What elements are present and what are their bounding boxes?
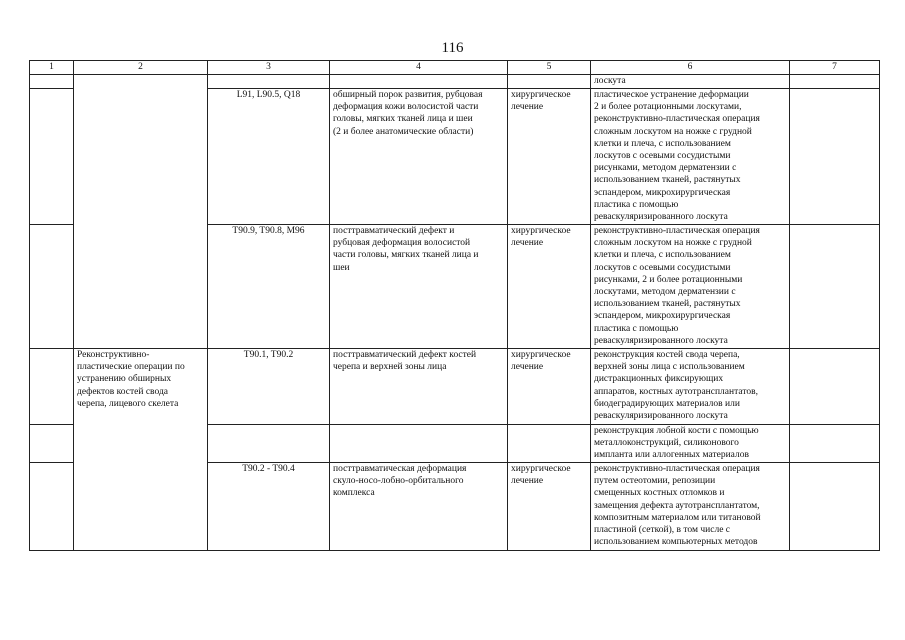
- cell-col4: обширный порок развития, рубцовая деформация кожи волосистой части головы, мягких тканей лица и шеи (2 и более анатомические области): [330, 89, 508, 225]
- cell-col6: реконструкция костей свода черепа, верхней зоны лица с использованием дистракционных фиксирующих аппаратов, костных аутотрансплантатов, биодеградирующих материалов или реваскуляризированного лоскута: [591, 349, 790, 425]
- cell-col5: хирургическое лечение: [508, 463, 591, 551]
- cell-col4: [330, 425, 508, 463]
- cell-col4: посттравматический дефект костей черепа и верхней зоны лица: [330, 349, 508, 425]
- header-col-7: 7: [790, 61, 880, 75]
- cell-col7: [790, 75, 880, 89]
- cell-col4: посттравматический дефект и рубцовая деформация волосистой части головы, мягких тканей лица и шеи: [330, 225, 508, 349]
- header-col-2: 2: [74, 61, 208, 75]
- cell-col6: пластическое устранение деформации 2 и более ротационными лоскутами, реконструктивно-пластическая операция сложным лоскутом на ножке с грудной клетки и плеча, с использованием лоскутов с осевыми сосудистыми рисунками, методом дерматензии с использованием тканей, растянутых эспандером, микрохирургическая пластика с помощью реваскуляризированного лоскута: [591, 89, 790, 225]
- cell-col5: хирургическое лечение: [508, 89, 591, 225]
- header-row: [30, 61, 880, 75]
- cell-col5: [508, 425, 591, 463]
- cell-col7: [790, 225, 880, 349]
- cell-col3: T90.1, T90.2: [208, 349, 330, 425]
- table-row: [30, 75, 880, 89]
- cell-col4: посттравматическая деформация скуло-носо-лобно-орбитального комплекса: [330, 463, 508, 551]
- cell-col1: [30, 75, 74, 89]
- cell-col3: T90.2 - T90.4: [208, 463, 330, 551]
- cell-col6: реконструктивно-пластическая операция сложным лоскутом на ножке с грудной клетки и плеча, с использованием лоскутов с осевыми сосудистыми рисунками, 2 и более ротационными лоскутами, методом дерматензии с использованием тканей, растянутых эспандером, микрохирургическая пластика с помощью реваскуляризированного лоскута: [591, 225, 790, 349]
- cell-col3: T90.9, T90.8, M96: [208, 225, 330, 349]
- cell-col1: [30, 463, 74, 551]
- cell-col7: [790, 425, 880, 463]
- cell-col3: [208, 75, 330, 89]
- header-col-4: 4: [330, 61, 508, 75]
- cell-col4: [330, 75, 508, 89]
- cell-col5: хирургическое лечение: [508, 225, 591, 349]
- cell-col7: [790, 463, 880, 551]
- header-col-5: 5: [508, 61, 591, 75]
- header-col-3: 3: [208, 61, 330, 75]
- cell-col7: [790, 349, 880, 425]
- page-number: 116: [441, 40, 464, 56]
- cell-col3: L91, L90.5, Q18: [208, 89, 330, 225]
- cell-col3: [208, 425, 330, 463]
- header-col-6: 6: [591, 61, 790, 75]
- header-col-1: 1: [30, 61, 74, 75]
- cell-col5: [508, 75, 591, 89]
- cell-col1: [30, 349, 74, 425]
- cell-col1: [30, 425, 74, 463]
- cell-col1: [30, 89, 74, 225]
- medical-procedures-table: [29, 60, 880, 551]
- cell-col6: лоскута: [591, 75, 790, 89]
- cell-col7: [790, 89, 880, 225]
- cell-col2-section-title: Реконструктивно- пластические операции по устранению обширных дефектов костей свода черепа, лицевого скелета: [74, 349, 208, 551]
- cell-col6: реконструкция лобной кости с помощью металлоконструкций, силиконового импланта или аллогенных материалов: [591, 425, 790, 463]
- cell-col6: реконструктивно-пластическая операция путем остеотомии, репозиции смещенных костных отломков и замещения дефекта аутотрансплантатом, композитным материалом или титановой пластиной (сеткой), в том числе с использованием компьютерных методов: [591, 463, 790, 551]
- table-row: [30, 349, 880, 425]
- cell-col1: [30, 225, 74, 349]
- cell-col2-empty: [74, 75, 208, 349]
- cell-col5: хирургическое лечение: [508, 349, 591, 425]
